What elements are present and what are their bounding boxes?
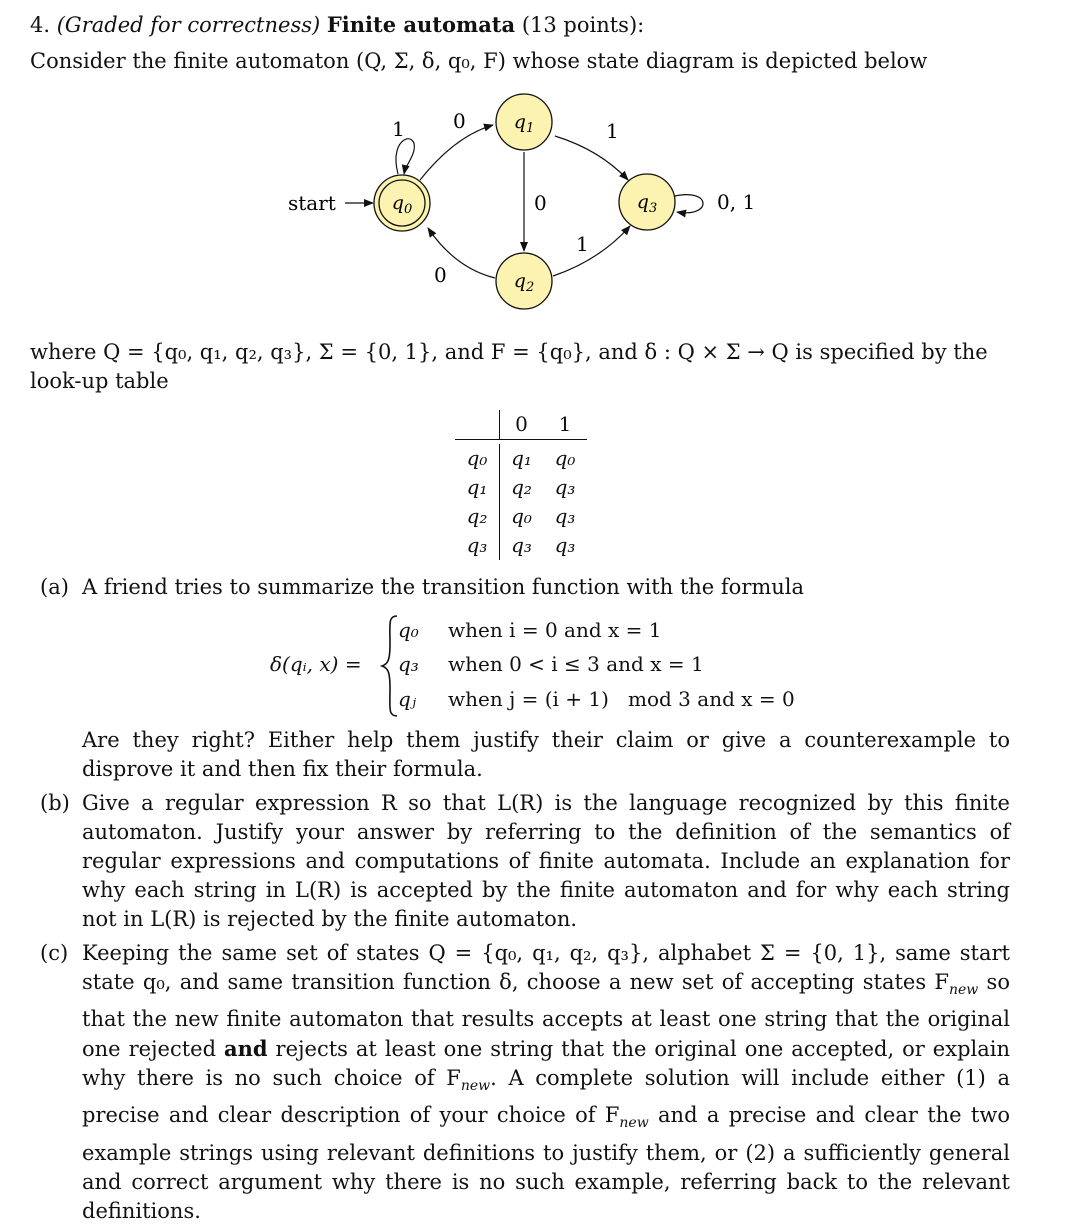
edge-q0-q1 [420,125,493,180]
label-q2-q0: 0 [434,263,447,287]
case-condition: when i = 0 and x = 1 [448,618,662,642]
state-diagram [280,88,800,318]
table-state: q₁ [466,475,488,499]
problem-title: Finite automata [326,12,516,37]
table-cell: q₃ [554,475,576,499]
part-c-and: and [224,1036,268,1062]
problem-points: (13 points): [521,13,645,37]
part-a-label: (a) [40,575,69,599]
part-a-intro: A friend tries to summarize the transition function with the formula [82,575,805,599]
state-q2 [496,253,552,309]
subscript-new: new [460,1078,491,1095]
table-col-0: 0 [515,412,528,436]
part-b-text: Give a regular expression R so that L(R) is the language recognized by this finite automaton. Justify your answer by referring to the definition of the semantics of regular expressions and computations of finite automata. Include an explanation for why each string in L(R) is accepted by the finite automaton and for why each string not in L(R) is rejected by the finite automaton. [82,791,1010,931]
edge-q3-self [675,195,703,213]
part-c-text-1: Keeping the same set of states Q = {q₀, q₁, q₂, q₃}, alphabet Σ = {0, 1}, same start state q₀, and same transition function δ, choose a new set of accepting states F [82,941,1010,994]
label-q3-self: 0, 1 [717,190,756,214]
part-c-label: (c) [40,941,69,965]
table-cell: q₁ [511,446,532,470]
svg-text:q3: $q_3$ [636,191,658,216]
formula-brace [380,614,400,718]
part-a-question: Are they right? Either help them justify their claim or give a counterexample to disprove it and then fix their formula. [82,728,1010,781]
case-value: q₀ [398,618,419,642]
start-label: start [288,191,336,215]
table-cell: q₀ [554,446,576,470]
table-header [455,410,587,440]
part-b-label: (b) [40,791,70,815]
table-state: q₃ [466,533,488,557]
part-c-text-5: and a precise and clear the two example strings using relevant definitions to justify them, or (2) a sufficiently general and correct argument why there is no such example, referring back to the relevant definitions. [82,1103,1010,1223]
state-q1 [496,94,552,150]
state-q3 [619,174,675,230]
table-row [455,444,587,473]
label-q2-q3: 1 [576,232,589,256]
table-cell: q₂ [511,475,532,499]
label-q1-q3: 1 [606,119,619,143]
label-q0-self: 1 [392,117,405,141]
table-col-1: 1 [558,412,572,436]
graded-note: (Graded for correctness) [56,13,321,37]
transition-table [455,410,587,560]
case-condition: when j = (i + 1) mod 3 and x = 0 [448,687,795,711]
case-condition: when 0 < i ≤ 3 and x = 1 [448,652,704,676]
svg-text:q2: $q_2$ [513,270,535,295]
where-line-2: look-up table [30,369,169,393]
problem-header [30,10,644,40]
part-c-text-2: so that the new finite automaton that results accepts at least one string that the original one rejected [82,970,1010,1062]
table-row [455,502,587,531]
where-line-1: where Q = {q₀, q₁, q₂, q₃}, Σ = {0, 1}, and F = {q₀}, and δ : Q × Σ → Q is specified by the [30,340,988,364]
svg-text:q0: $q_0$ [391,192,413,217]
table-row [455,531,587,560]
table-state: q₂ [466,504,488,528]
table-body [455,440,587,560]
table-cell: q₃ [554,533,576,557]
part-c-text-4: . A complete solution will include either (1) a precise and clear description of your choice of F [82,1066,1011,1128]
part-a-formula [270,614,870,718]
svg-text:q1: $q_1$ [513,111,535,136]
label-q1-q2: 0 [534,191,547,215]
case-value: q₃ [398,652,419,676]
table-cell: q₀ [511,504,532,528]
subscript-new: new [948,982,979,999]
edge-q0-self [396,139,414,174]
subscript-new: new [619,1115,649,1132]
table-state: q₀ [466,446,488,470]
part-c-text [82,939,1010,1226]
case-value: qⱼ [398,687,417,711]
label-q0-q1: 0 [453,109,466,133]
state-q0 [374,175,430,231]
table-row [455,473,587,502]
intro-text: Consider the finite automaton (Q, Σ, δ, q₀, F) whose state diagram is depicted below [30,49,928,73]
table-cell: q₃ [511,533,532,557]
formula-lhs: δ(qᵢ, x) = [270,652,362,676]
part-c-text-3: rejects at least one string that the original one accepted, or explain why there is no such choice of F [82,1037,1010,1091]
problem-number: 4. [30,13,51,37]
edge-q2-q3 [553,226,630,276]
table-cell: q₃ [554,504,576,528]
